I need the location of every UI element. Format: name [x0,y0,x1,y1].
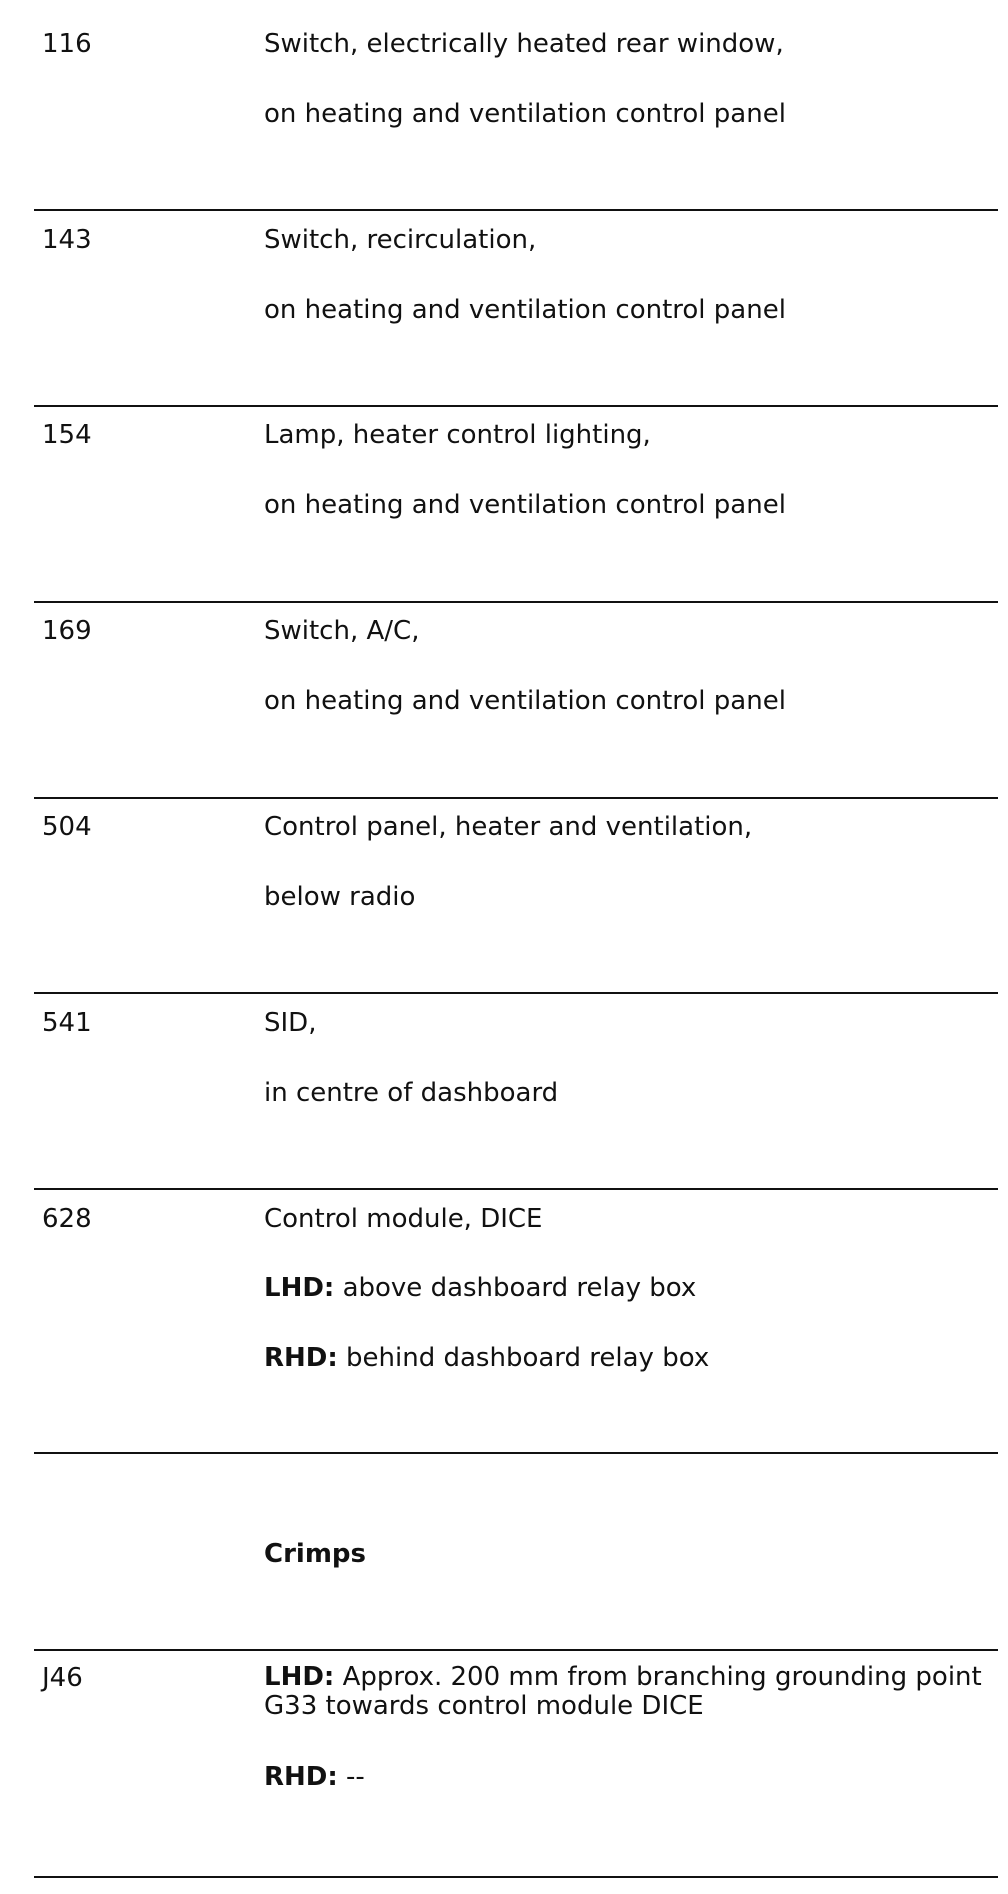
component-location: on heating and ventilation control panel [264,686,786,716]
row-divider [34,1649,998,1651]
component-location: in centre of dashboard [264,1078,559,1108]
rhd-text: behind dashboard relay box [346,1343,710,1373]
lhd-text: above dashboard relay box [342,1273,697,1303]
component-code: 154 [42,420,92,450]
lhd-location [264,1663,984,1721]
lhd-text: Approx. 200 mm from branching grounding point G33 towards control module DICE [264,1662,982,1721]
row-divider [34,601,998,603]
row-divider [34,992,998,994]
component-description: Lamp, heater control lighting, [264,420,651,450]
lhd-location [264,1271,696,1305]
component-description: Switch, recirculation, [264,225,537,255]
rhd-location [264,1760,365,1794]
component-location: on heating and ventilation control panel [264,99,786,129]
component-code: 116 [42,29,92,59]
component-code: 504 [42,812,92,842]
lhd-label: LHD: [264,1273,335,1303]
component-description: Switch, electrically heated rear window, [264,29,784,59]
row-divider [34,1188,998,1190]
component-location: below radio [264,882,416,912]
component-location: on heating and ventilation control panel [264,490,786,520]
component-description: Control panel, heater and ventilation, [264,812,753,842]
component-description: Switch, A/C, [264,616,420,646]
rhd-label: RHD: [264,1762,338,1792]
row-divider [34,1876,998,1878]
component-code: J46 [42,1663,83,1693]
row-divider [34,209,998,211]
rhd-text: -- [346,1762,365,1792]
lhd-label: LHD: [264,1662,335,1692]
component-description: SID, [264,1008,317,1038]
component-code: 628 [42,1204,92,1234]
component-code: 143 [42,225,92,255]
component-code: 541 [42,1008,92,1038]
rhd-label: RHD: [264,1343,338,1373]
component-code: 169 [42,616,92,646]
row-divider [34,1452,998,1454]
component-description: Control module, DICE [264,1204,543,1234]
component-location: on heating and ventilation control panel [264,295,786,325]
row-divider [34,797,998,799]
section-heading-crimps: Crimps [264,1539,366,1569]
rhd-location [264,1341,709,1375]
row-divider [34,405,998,407]
